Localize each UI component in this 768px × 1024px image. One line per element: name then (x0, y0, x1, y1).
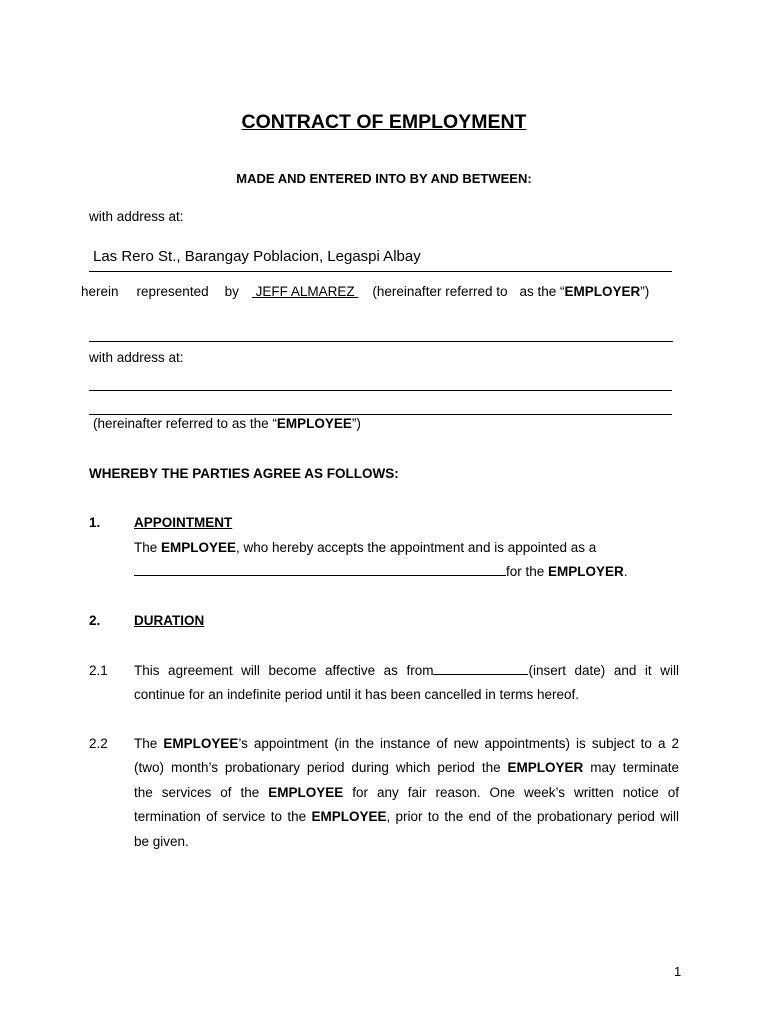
clause-2-1-line-1: This agreement will become affective as from (insert date) and it will (134, 663, 679, 678)
employer-represented-line (81, 284, 649, 299)
employer-role: EMPLOYER (564, 284, 641, 299)
employee-role: EMPLOYEE (276, 416, 352, 431)
position-blank (134, 575, 506, 576)
employer-address: Las Rero St., Barangay Poblacion, Legaspi Albay (93, 248, 421, 265)
clause-2-2-line-4: termination of service to the EMPLOYEE, prior to the end of the probationary period will (134, 809, 679, 824)
employee-name-line (89, 341, 673, 342)
employer-address-label: with address at: (89, 209, 184, 224)
clause-2-2-line-5: be given. (134, 834, 189, 849)
document-subtitle: MADE AND ENTERED INTO BY AND BETWEEN: (236, 171, 532, 186)
word-by: by (224, 284, 239, 299)
whereby-heading: WHEREBY THE PARTIES AGREE AS FOLLOWS: (89, 466, 399, 481)
employee-referred-line: (hereinafter referred to as the “EMPLOYEE”) (93, 416, 361, 431)
word-herein: herein (81, 284, 119, 299)
employer-close: ”) (640, 284, 650, 299)
employee-address-line-1 (89, 390, 672, 391)
section-1-line-1: The EMPLOYEE, who hereby accepts the appointment and is appointed as a (134, 540, 597, 555)
clause-2-2-line-1: The EMPLOYEE’s appointment (in the instance of new appointments) is subject to a 2 (134, 736, 680, 751)
clause-2-2-line-3: the services of the EMPLOYEE for any fair reason. One week’s written notice of (134, 785, 679, 800)
clause-2-2-line-2: (two) month’s probationary period during which period the EMPLOYER may terminate (134, 760, 679, 775)
employer-address-line (89, 271, 672, 272)
word-represented: represented (136, 284, 209, 299)
section-1-line-2: for the EMPLOYER. (134, 564, 628, 579)
document-title: CONTRACT OF EMPLOYMENT (241, 111, 527, 133)
employee-address-label: with address at: (89, 350, 184, 365)
date-blank (433, 674, 528, 675)
employer-referred-prefix: (hereinafter referred to (372, 284, 508, 299)
section-1-heading: APPOINTMENT (134, 515, 233, 530)
employer-as-the: as the “ (519, 284, 565, 299)
section-2-number: 2. (89, 613, 101, 628)
employer-representative: JEFF ALMAREZ (255, 284, 355, 299)
clause-2-1-number: 2.1 (89, 663, 108, 678)
section-1-number: 1. (89, 515, 101, 530)
employee-address-line-2 (89, 414, 672, 415)
clause-2-2-number: 2.2 (89, 736, 108, 751)
clause-2-1-line-2: continue for an indefinite period until it has been cancelled in terms hereof. (134, 687, 580, 702)
page-number: 1 (674, 964, 682, 979)
section-2-heading: DURATION (134, 613, 205, 628)
